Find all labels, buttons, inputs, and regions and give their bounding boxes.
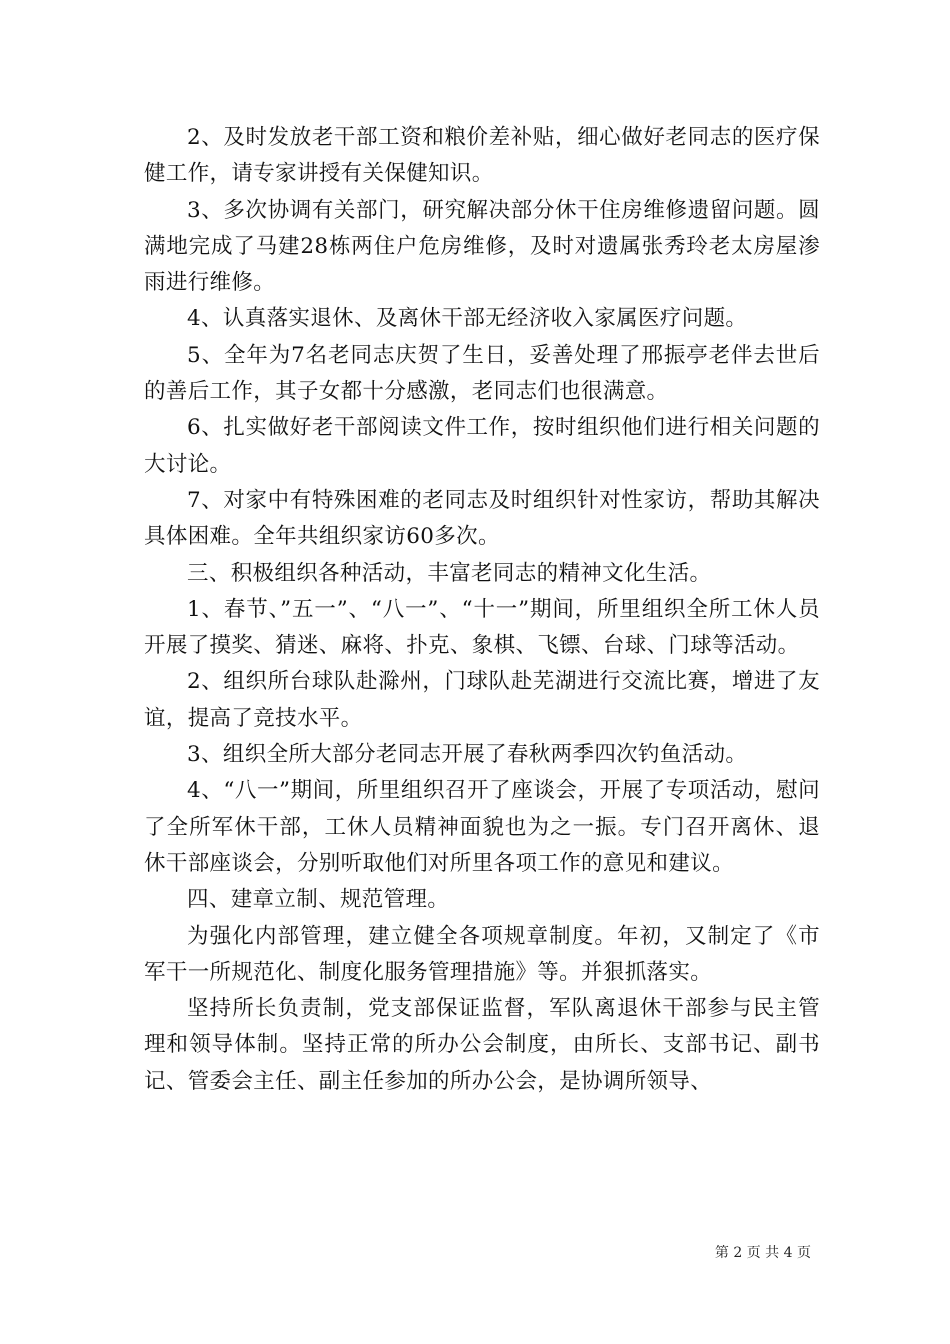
document-body: [144, 120, 820, 1100]
page-number: 第 2 页 共 4 页: [714, 1245, 811, 1261]
page-footer: [715, 1244, 811, 1262]
section-heading: 三、积极组织各种活动，丰富老同志的精神文化生活。: [187, 560, 712, 586]
section-heading: 四、建章立制、规范管理。: [187, 887, 450, 913]
paragraph: 5、全年为7名老同志庆贺了生日，妥善处理了邢振亭老伴去世后的善后工作，其子女都十分感激，老同志们也很满意。: [144, 342, 820, 405]
paragraph: 4、认真落实退休、及离休干部无经济收入家属医疗问题。: [187, 306, 748, 332]
paragraph: 1、春节、”五一”、“八一”、“十一”期间，所里组织全所工休人员开展了摸奖、猜迷、麻将、扑克、象棋、飞镖、台球、门球等活动。: [144, 596, 820, 659]
paragraph: 2、及时发放老干部工资和粮价差补贴，细心做好老同志的医疗保健工作，请专家讲授有关保健知识。: [144, 125, 820, 187]
paragraph: 坚持所长负责制，党支部保证监督，军队离退休干部参与民主管理和领导体制。坚持正常的所办公会制度，由所长、支部书记、副书记、管委会主任、副主任参加的所办公会，是协调所领导、: [144, 996, 820, 1094]
paragraph: 3、多次协调有关部门，研究解决部分休干住房维修遗留问题。圆满地完成了马建28栋两住户危房维修，及时对遗属张秀玲老太房屋渗雨进行维修。: [144, 197, 820, 296]
paragraph: 7、对家中有特殊困难的老同志及时组织针对性家访，帮助其解决具体困难。全年共组织家访60多次。: [144, 487, 820, 550]
paragraph: 为强化内部管理，建立健全各项规章制度。年初，又制定了《市军干一所规范化、制度化服务管理措施》等。并狠抓落实。: [144, 923, 820, 985]
paragraph: 6、扎实做好老干部阅读文件工作，按时组织他们进行相关问题的大讨论。: [144, 415, 820, 477]
paragraph: 4、“八一”期间，所里组织召开了座谈会，开展了专项活动，慰问了全所军休干部，工休人员精神面貌也为之一振。专门召开离休、退休干部座谈会，分别听取他们对所里各项工作的意见和建议。: [144, 778, 820, 876]
paragraph: 3、组织全所大部分老同志开展了春秋两季四次钓鱼活动。: [187, 742, 748, 768]
paragraph: 2、组织所台球队赴滁州，门球队赴芜湖进行交流比赛，增进了友谊，提高了竞技水平。: [144, 669, 820, 731]
